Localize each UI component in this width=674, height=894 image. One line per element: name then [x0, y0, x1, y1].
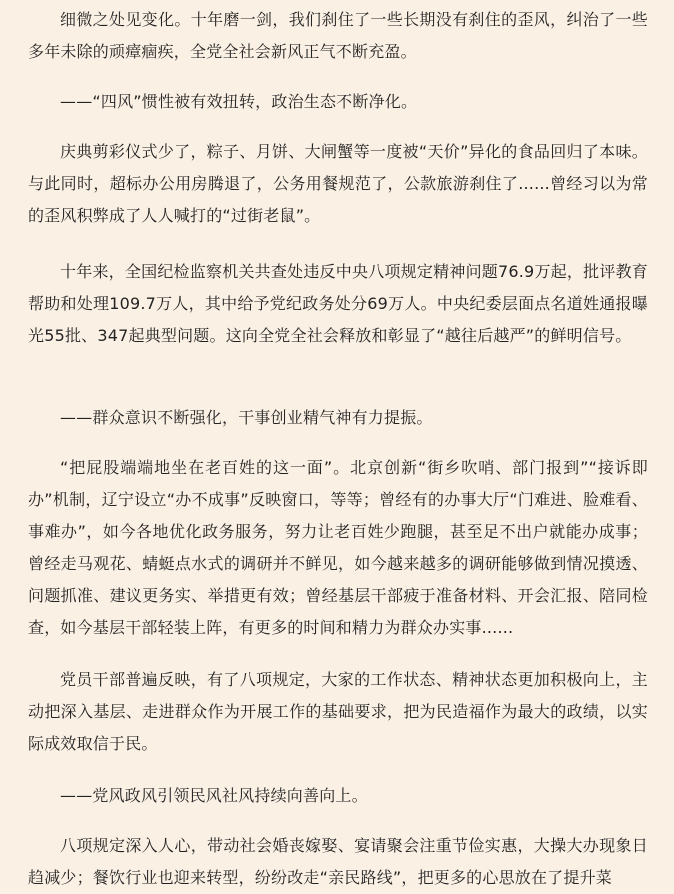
section-heading-four-winds: ——“四风”惯性被有效扭转，政治生态不断净化。 [60, 92, 418, 111]
paragraph-cadre-feedback: 党员干部普遍反映，有了八项规定，大家的工作状态、精神状态更加积极向上，主动把深入基层、走进群众作为开展工作的基础要求，把为民造福作为最大的政绩，以实际成效取信于民。 [28, 670, 648, 753]
section-heading-mass-awareness: ——群众意识不断强化，干事创业精气神有力提振。 [60, 408, 433, 427]
section-heading-social-customs: ——党风政风引领民风社风持续向善向上。 [60, 786, 368, 805]
paragraph-government-services: “把屁股端端地坐在老百姓的这一面”。北京创新“街乡吹哨、部门报到”“接诉即办”机制，辽宁设立“办不成事”反映窗口，等等；曾经有的办事大厅“门难进、脸难看、事难办”，如今各地优化政务服务，努力让老百姓少跑腿，甚至足不出户就能办成事；曾经走马观花、蜻蜓点水式的调研并不鲜见，如今越来越多的调研能够做到情况摸透、问题抓准、建议更务实、举措更有效；曾经基层干部疲于准备材料、开会汇报、陪同检查，如今基层干部轻装上阵，有更多的时间和精力为群众办实事...... [28, 458, 648, 637]
paragraph-statistics: 十年来，全国纪检监察机关共查处违反中央八项规定精神问题76.9万起，批评教育帮助和处理109.7万人，其中给予党纪政务处分69万人。中央纪委层面点名道姓通报曝光55批、347起典型问题。这向全党全社会释放和彰显了“越往后越严”的鲜明信号。 [28, 262, 648, 345]
paragraph-ceremonies: 庆典剪彩仪式少了，粽子、月饼、大闸蟹等一度被“天价”异化的食品回归了本味。与此同时，超标办公用房腾退了，公务用餐规范了，公款旅游刹住了......曾经习以为常的歪风积弊成了人人喊打的“过街老鼠”。 [28, 142, 648, 225]
paragraph-frugality: 八项规定深入人心，带动社会婚丧嫁娶、宴请聚会注重节俭实惠，大操大办现象日趋减少；餐饮行业也迎来转型，纷纷改走“亲民路线”，把更多的心思放在了提升菜 [28, 836, 648, 887]
paragraph-intro: 细微之处见变化。十年磨一剑，我们刹住了一些长期没有刹住的歪风，纠治了一些多年未除的顽瘴痼疾，全党全社会新风正气不断充盈。 [28, 10, 648, 61]
